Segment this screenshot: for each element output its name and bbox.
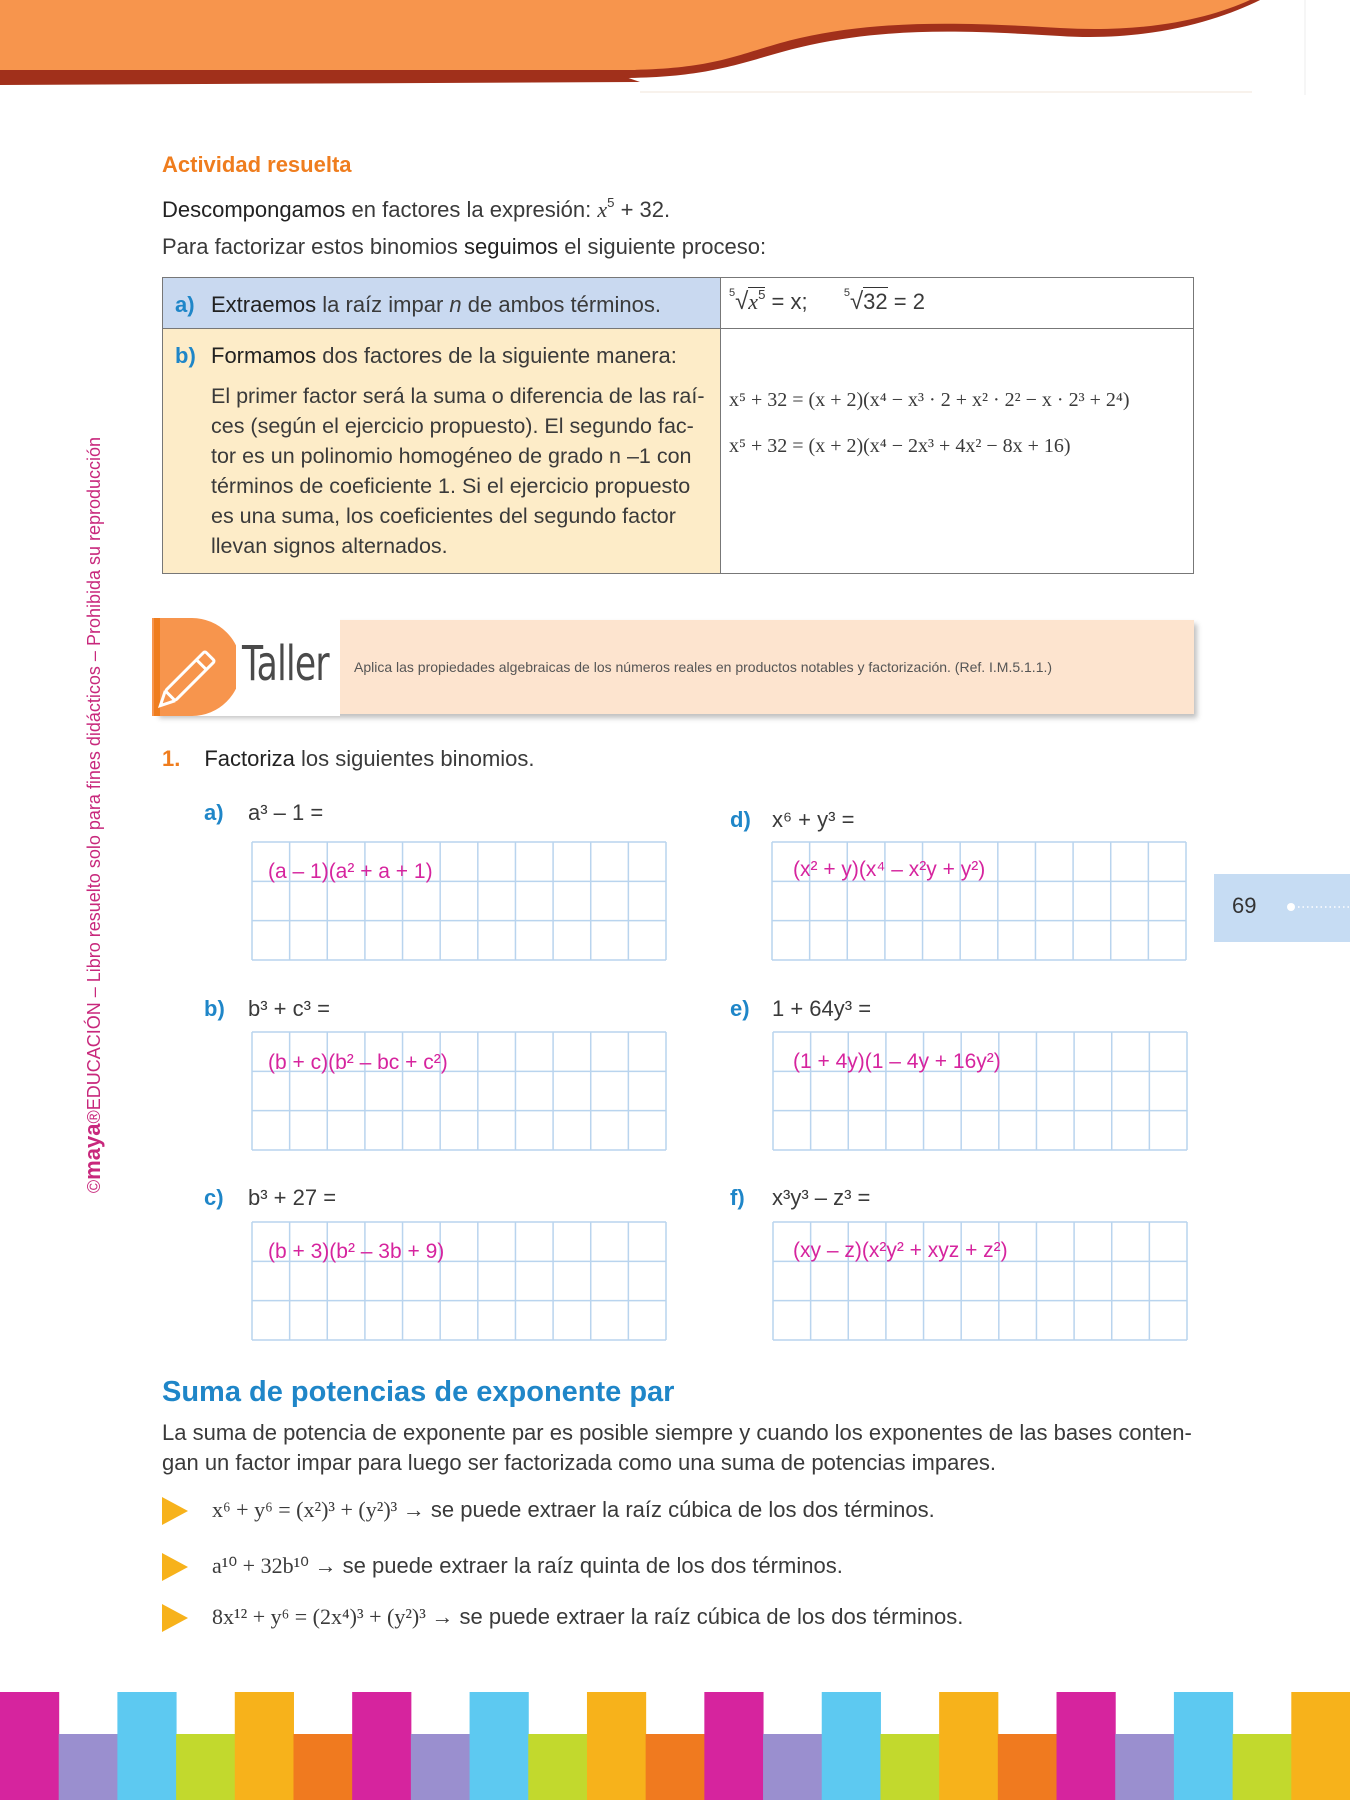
row-a-text xyxy=(211,292,661,318)
item-expression: a³ – 1 = xyxy=(248,800,324,825)
item-label: b) xyxy=(204,996,225,1021)
row-b-bold: Formamos xyxy=(211,343,317,368)
bullet-text: se puede extraer la raíz cúbica de los dos términos. xyxy=(459,1604,964,1629)
pencil-icon xyxy=(152,618,236,716)
activity-intro xyxy=(162,197,670,223)
bullet-expression: a¹⁰ + 32b¹⁰ → xyxy=(212,1553,337,1578)
row-b-heading xyxy=(211,343,677,369)
answer-text: (x² + y)(x⁴ – x²y + y²) xyxy=(793,858,986,881)
process-table xyxy=(162,277,1194,574)
taller-title: Taller xyxy=(242,636,329,692)
item-expression: 1 + 64y³ = xyxy=(772,996,872,1021)
row-b-line: ces (según el ejercicio propuesto). El segundo fac- xyxy=(211,414,694,438)
exercise-heading xyxy=(162,746,535,772)
notice-text: ®EDUCACIÓN – Libro resuelto solo para fines didácticos – Prohibida su reproducción xyxy=(84,436,104,1124)
item-label: f) xyxy=(730,1185,745,1210)
answer-text: (b + 3)(b² – 3b + 9) xyxy=(268,1240,445,1263)
footer-stripe xyxy=(704,1692,763,1800)
bullet-item xyxy=(212,1497,935,1523)
item-expression: b³ + c³ = xyxy=(248,996,330,1021)
footer-stripe xyxy=(1291,1692,1350,1800)
activity-title: Actividad resuelta xyxy=(162,152,352,177)
root1-result: = x; xyxy=(765,289,808,314)
row-b-line: es una suma, los coeficientes del segundo factor xyxy=(211,504,676,528)
section-line: La suma de potencia de exponente par es posible siempre y cuando los exponentes de las bases conten- xyxy=(162,1420,1192,1445)
row-a-label: a) xyxy=(175,292,195,317)
process-post: el siguiente proceso: xyxy=(558,234,767,259)
activity-process xyxy=(162,234,766,260)
root1-index: 5 xyxy=(729,286,736,299)
intro-bold: Descompongamos xyxy=(162,197,346,222)
taller-description: Aplica las propiedades algebraicas de los números reales en productos notables y factorización. (Ref. I.M.5.1.1.) xyxy=(354,659,1053,675)
bullet-expression: 8x¹² + y⁶ = (2x⁴)³ + (y²)³ → xyxy=(212,1604,454,1629)
root1-exp: 5 xyxy=(758,287,766,303)
bullet-expression: x⁶ + y⁶ = (x²)³ + (y²)³ → xyxy=(212,1497,425,1522)
footer-stripe xyxy=(880,1734,939,1800)
footer-stripe xyxy=(235,1692,294,1800)
intro-tail: + 32. xyxy=(614,197,671,222)
root1-var: x xyxy=(748,289,759,314)
item-expression: b³ + 27 = xyxy=(248,1185,337,1210)
section-heading: Suma de potencias de exponente par xyxy=(162,1376,675,1408)
answer-grid xyxy=(772,1031,1188,1151)
row-b-line: tor es un polinomio homogéneo de grado n –1 con xyxy=(211,444,692,468)
footer-stripe xyxy=(352,1692,411,1800)
root2-result: = 2 xyxy=(887,289,925,314)
footer-stripe xyxy=(1057,1692,1116,1800)
footer-stripe xyxy=(117,1692,176,1800)
exercise-text: los siguientes binomios. xyxy=(294,746,535,771)
footer-stripe xyxy=(1174,1692,1233,1800)
footer-stripe xyxy=(176,1734,235,1800)
footer-stripe xyxy=(470,1692,529,1800)
row-b-text-post: dos factores de la siguiente manera: xyxy=(316,343,677,368)
copyright-side-notice xyxy=(80,365,110,1265)
bullet-text: se puede extraer la raíz quinta de los dos términos. xyxy=(342,1553,843,1578)
copyright-symbol: © xyxy=(84,1179,104,1194)
row-b-description xyxy=(163,329,721,574)
roots-expression: $^5√x^5 = x$; $^5$√32 = 2 xyxy=(729,286,925,315)
brand-name: maya xyxy=(80,1123,105,1180)
footer-stripe xyxy=(293,1734,352,1800)
answer-text: (1 + 4y)(1 – 4y + 16y²) xyxy=(793,1050,1001,1073)
item-expression: x³y³ – z³ = xyxy=(772,1185,871,1210)
row-b-math xyxy=(721,329,1194,574)
header-wave xyxy=(0,0,1350,100)
process-row-b xyxy=(163,329,1194,574)
footer-stripe xyxy=(646,1734,705,1800)
row-a-math xyxy=(721,278,1194,329)
item-label: c) xyxy=(204,1185,224,1210)
footer-stripe xyxy=(763,1734,822,1800)
item-label: d) xyxy=(730,807,751,832)
answer-grid xyxy=(251,1221,667,1341)
footer-stripes xyxy=(0,1692,1350,1800)
root2-index: 5 xyxy=(843,286,850,299)
row-b-line: El primer factor será la suma o diferencia de las raí- xyxy=(211,384,705,408)
root2-radicand: 32 xyxy=(863,289,888,314)
bullet-text: se puede extraer la raíz cúbica de los dos términos. xyxy=(430,1497,935,1522)
footer-stripe xyxy=(1115,1734,1174,1800)
answer-text: (b + c)(b² – bc + c²) xyxy=(268,1051,448,1074)
footer-stripe xyxy=(1233,1734,1292,1800)
footer-stripe xyxy=(822,1692,881,1800)
footer-stripe xyxy=(587,1692,646,1800)
row-a-text-post: de ambos términos. xyxy=(461,292,661,317)
exercise-number: 1. xyxy=(162,746,181,771)
equation-expanded: x⁵ + 32 = (x + 2)(x⁴ − x³ · 2 + x² · 2² − x · 2³ + 2⁴) xyxy=(729,389,1130,411)
row-a-n: n xyxy=(449,292,462,317)
bullet-arrow-icon xyxy=(162,1553,188,1581)
bullet-arrow-icon xyxy=(162,1604,188,1632)
row-b-line: llevan signos alternados. xyxy=(211,534,448,558)
footer-stripe xyxy=(59,1734,118,1800)
item-label: e) xyxy=(730,996,750,1021)
bullet-item xyxy=(212,1604,963,1630)
bullet-arrow-icon xyxy=(162,1497,188,1525)
footer-stripe xyxy=(411,1734,470,1800)
footer-stripe xyxy=(0,1692,59,1800)
answer-grid xyxy=(251,1031,667,1151)
intro-exp: 5 xyxy=(607,195,615,211)
page-tab-dots xyxy=(1286,902,1350,912)
section-line: gan un factor impar para luego ser factorizada como una suma de potencias impares. xyxy=(162,1450,997,1475)
row-a-text-pre: la raíz impar xyxy=(316,292,450,317)
page-number: 69 xyxy=(1232,893,1257,918)
answer-grid xyxy=(251,841,667,961)
footer-stripe xyxy=(998,1734,1057,1800)
footer-stripe xyxy=(939,1692,998,1800)
intro-var: x xyxy=(597,197,608,222)
answer-text: (xy – z)(x²y² + xyz + z²) xyxy=(793,1239,1008,1262)
item-label: a) xyxy=(204,800,224,825)
exercise-bold: Factoriza xyxy=(204,746,295,771)
row-b-label: b) xyxy=(175,343,196,368)
row-a-description xyxy=(163,278,721,329)
process-row-a xyxy=(163,278,1194,329)
row-b-line: términos de coeficiente 1. Si el ejercicio propuesto xyxy=(211,474,691,498)
process-bold: seguimos xyxy=(464,234,559,259)
row-b-paragraph xyxy=(211,381,711,561)
process-pre: Para factorizar estos binomios xyxy=(162,234,465,259)
section-paragraph xyxy=(162,1418,1194,1478)
equation-simplified: x⁵ + 32 = (x + 2)(x⁴ − 2x³ + 4x² − 8x + 16) xyxy=(729,435,1071,457)
answer-text: (a – 1)(a² + a + 1) xyxy=(268,860,433,883)
item-expression: x⁶ + y³ = xyxy=(772,807,855,832)
footer-stripe xyxy=(528,1734,587,1800)
intro-text: en factores la expresión: xyxy=(345,197,598,222)
row-a-bold: Extraemos xyxy=(211,292,317,317)
bullet-item xyxy=(212,1553,843,1579)
